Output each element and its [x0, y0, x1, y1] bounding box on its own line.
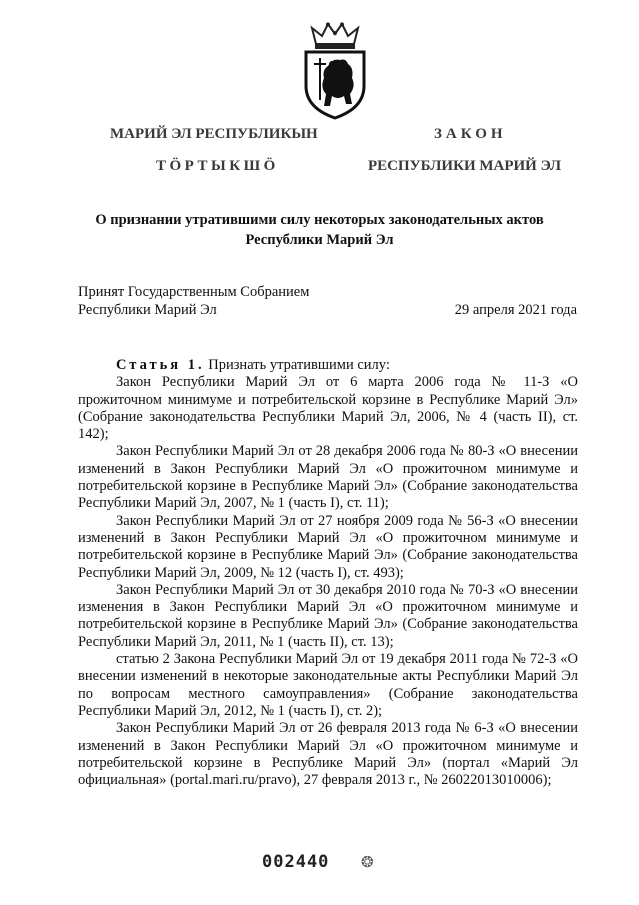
adoption-line2: Республики Марий Эл	[78, 302, 217, 318]
article-item: Закон Республики Марий Эл от 6 марта 2006 года № 11-З «О прожиточном минимуме и потребительской корзине в Республике Марий Эл» (Собрание законодательства Республики Марий Эл, 2006, № 4 (часть II), ст. 142);	[78, 374, 578, 443]
coat-of-arms-icon	[302, 22, 368, 120]
header-right-line1: ЗАКОН	[434, 126, 507, 142]
header-right-line2: РЕСПУБЛИКИ МАРИЙ ЭЛ	[368, 158, 562, 174]
article-1	[78, 357, 578, 789]
adoption-date: 29 апреля 2021 года	[454, 302, 577, 318]
ornament-mark: ❂	[361, 855, 374, 871]
adoption-line1: Принят Государственным Собранием	[78, 284, 310, 300]
article-item: Закон Республики Марий Эл от 27 ноября 2009 года № 56-З «О внесении изменений в Закон Республики Марий Эл «О прожиточном минимуме и потребительской корзине в Республике Марий Эл» (Собрание законодательства Республики Марий Эл, 2009, № 12 (часть I), ст. 493);	[78, 512, 578, 581]
article-label: Статья 1.	[116, 357, 205, 373]
serial-number: 002440	[262, 852, 330, 872]
article-1-heading	[78, 357, 578, 374]
article-item: статью 2 Закона Республики Марий Эл от 19 декабря 2011 года № 72-З «О внесении изменений в некоторые законодательные акты Республики Марий Эл по вопросам местного самоуправления» (Собрание законодательства Республики Марий Эл, 2012, № 1 (часть I), ст. 2);	[78, 651, 578, 719]
article-intro: Признать утратившими силу:	[208, 357, 390, 373]
header-left-line1: МАРИЙ ЭЛ РЕСПУБЛИКЫН	[110, 126, 318, 142]
article-item: Закон Республики Марий Эл от 28 декабря 2006 года № 80-З «О внесении изменений в Закон Республики Марий Эл «О прожиточном минимуме и потребительской корзине в Республике Марий Эл» (Собрание законодательства Республики Марий Эл, 2007, № 1 (часть I), ст. 11);	[78, 443, 578, 512]
law-title-line2: Республики Марий Эл	[245, 232, 394, 248]
article-item: Закон Республики Марий Эл от 30 декабря 2010 года № 70-З «О внесении изменения в Закон Республики Марий Эл «О прожиточном минимуме и потребительской корзине в Республике Марий Эл» (Собрание законодательства Республики Марий Эл, 2011, № 1 (часть II), ст. 13);	[78, 581, 578, 650]
law-title	[60, 210, 579, 250]
article-item: Закон Республики Марий Эл от 26 февраля 2013 года № 6-З «О внесении изменений в Закон Республики Марий Эл «О прожиточном минимуме и потребительской корзине в Республике Марий Эл» (портал «Марий Эл официальная» (portal.mari.ru/pravo), 27 февраля 2013 г., № 26022013010006);	[78, 720, 578, 789]
header-left-line2: ТӦРТЫКШӦ	[156, 158, 279, 174]
adoption-statement	[78, 283, 309, 319]
law-title-line1: О признании утратившими силу некоторых законодательных актов	[95, 212, 544, 228]
